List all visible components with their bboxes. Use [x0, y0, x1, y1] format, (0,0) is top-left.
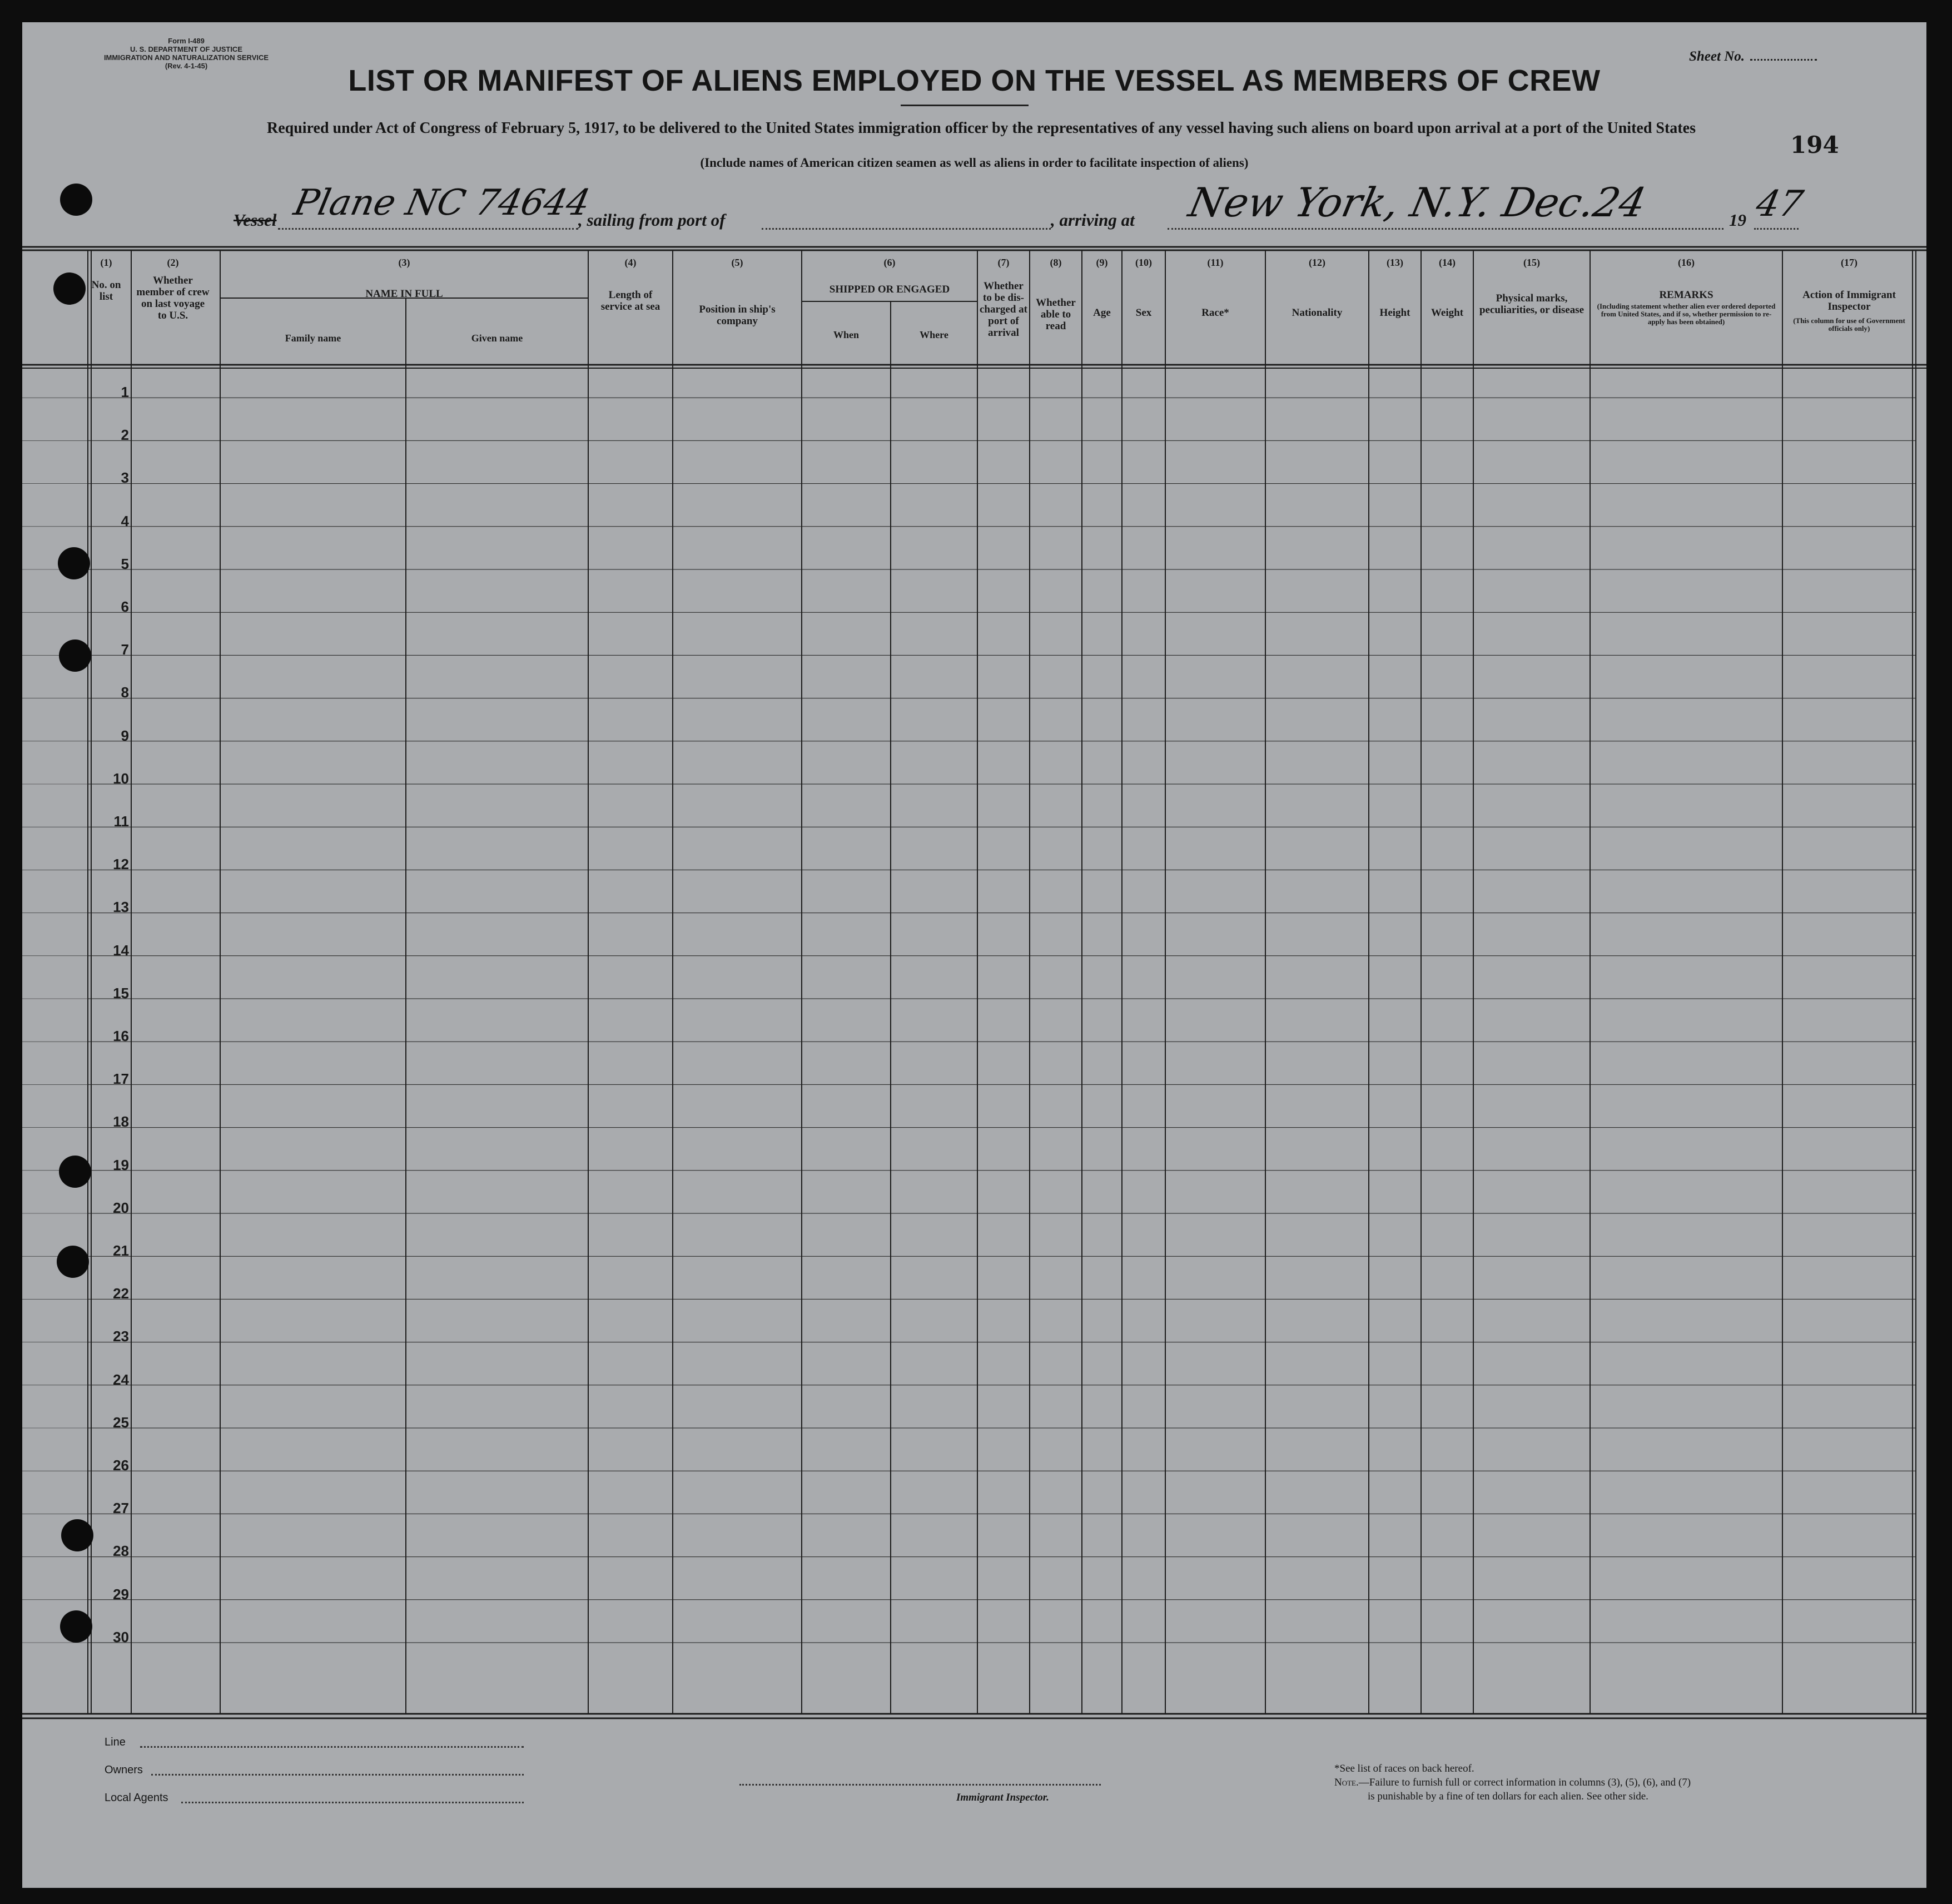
- row-number: 16: [113, 1028, 129, 1044]
- footer-line-label: Line: [105, 1736, 126, 1748]
- sheet-number-blank[interactable]: [1750, 59, 1817, 61]
- col-subheader-given-name: Given name: [471, 333, 523, 344]
- year-handwritten: 47: [1752, 184, 1807, 225]
- col-num-12: (12): [1309, 257, 1325, 268]
- col-subheader-family-name: Family name: [285, 333, 341, 344]
- col-header-sex: Sex: [1135, 307, 1152, 319]
- row-number: 18: [113, 1113, 129, 1130]
- instruction-note: (Include names of American citizen seamen as well as aliens in order to facilitate inspection of aliens): [700, 156, 1249, 170]
- col-num-13: (13): [1387, 257, 1403, 268]
- col-num-7: (7): [997, 257, 1010, 268]
- col-num-6: (6): [883, 257, 896, 268]
- col-num-8: (8): [1050, 257, 1062, 268]
- row-number: 2: [121, 427, 129, 444]
- row-number: 26: [113, 1457, 129, 1474]
- col-header-weight: Weight: [1431, 307, 1464, 319]
- col-header-crew-last-voyage: Whether member of crew on last voyage to U.S.: [136, 275, 210, 321]
- row-number: 23: [113, 1328, 129, 1345]
- punch-hole: [60, 184, 92, 216]
- col-num-14: (14): [1439, 257, 1456, 268]
- col-header-age: Age: [1093, 307, 1111, 319]
- col-header-able-to-read: Whether able to read: [1036, 297, 1076, 332]
- footer-agents-blank[interactable]: [181, 1802, 524, 1803]
- row-number: 17: [113, 1070, 129, 1088]
- row-number: 20: [113, 1199, 129, 1216]
- col-num-3: (3): [398, 257, 410, 268]
- vessel-handwritten: Plane NC 74644: [290, 182, 594, 224]
- inspector-signature-blank[interactable]: [739, 1784, 1101, 1786]
- row-number: 14: [113, 941, 129, 959]
- crew-table: [22, 228, 1926, 1725]
- sheet-number-field: [1689, 49, 1817, 65]
- footer-agents-label: Local Agents: [105, 1792, 168, 1804]
- col-header-shipped-engaged: SHIPPED OR ENGAGED: [829, 284, 950, 295]
- vessel-label: Vessel: [234, 210, 277, 230]
- row-number: 19: [113, 1156, 129, 1173]
- vessel-info-line: [211, 179, 1824, 231]
- col-header-remarks-detail: (Including statement whether alien ever ordered deported from United States, and if so, whether permission to re-apply has been obtained): [1597, 302, 1776, 326]
- col-num-10: (10): [1135, 257, 1152, 268]
- col-header-inspector-detail: (This column for use of Government officials only): [1793, 316, 1905, 333]
- col-subheader-where: Where: [920, 329, 948, 340]
- punch-hole: [53, 272, 86, 305]
- row-number: 13: [113, 899, 129, 916]
- row-number: 29: [113, 1585, 129, 1603]
- arriving-label: , arriving at: [1051, 210, 1135, 230]
- col-header-height: Height: [1379, 307, 1410, 319]
- row-number: 11: [113, 813, 129, 830]
- col-num-11: (11): [1207, 257, 1224, 268]
- row-number: 9: [121, 727, 129, 744]
- footer-line-blank[interactable]: [140, 1746, 524, 1748]
- col-header-race: Race*: [1201, 307, 1229, 319]
- punch-hole: [59, 639, 91, 672]
- form-revision: (Rev. 4-1-45): [165, 62, 208, 70]
- row-number: 6: [121, 598, 129, 615]
- punch-hole: [60, 1610, 92, 1643]
- row-number: 10: [113, 770, 129, 787]
- col-num-17: (17): [1841, 257, 1857, 268]
- row-number: 28: [113, 1543, 129, 1560]
- col-header-no-on-list: No. on list: [91, 279, 121, 303]
- form-service: IMMIGRATION AND NATURALIZATION SERVICE: [103, 53, 269, 62]
- page-title: LIST OR MANIFEST OF ALIENS EMPLOYED ON THE VESSEL AS MEMBERS OF CREW: [348, 64, 1601, 97]
- col-num-1: (1): [100, 257, 112, 268]
- row-number: 7: [121, 641, 129, 658]
- table-grid-lines: [22, 228, 1926, 1725]
- row-number: 1: [121, 384, 129, 400]
- col-num-16: (16): [1678, 257, 1695, 268]
- row-number: 24: [113, 1371, 129, 1388]
- col-num-4: (4): [624, 257, 637, 268]
- col-header-length-of-service: Length of service at sea: [600, 289, 660, 313]
- sheet-number-label: Sheet No.: [1689, 49, 1745, 64]
- penalty-note-label: Note.: [1334, 1777, 1359, 1788]
- col-header-nationality: Nationality: [1292, 307, 1343, 319]
- row-number: 3: [121, 469, 129, 487]
- row-number: 12: [113, 856, 129, 873]
- row-number: 21: [113, 1242, 129, 1259]
- row-number: 30: [113, 1628, 129, 1645]
- col-subheader-when: When: [833, 329, 859, 340]
- footer-owners-blank[interactable]: [151, 1774, 524, 1776]
- year-prefix: 19: [1729, 210, 1746, 230]
- page-subtitle: Required under Act of Congress of February 5, 1917, to be delivered to the United States immigration officer by the representatives of any vessel having such aliens on board upon arrival at a port of the United States: [267, 120, 1696, 137]
- form-department: U. S. DEPARTMENT OF JUSTICE: [130, 45, 242, 53]
- races-footnote: *See list of races on back hereof.: [1334, 1763, 1474, 1774]
- form-number: Form I-489: [168, 37, 205, 45]
- footer-owners-label: Owners: [105, 1764, 143, 1776]
- col-num-5: (5): [731, 257, 743, 268]
- punch-hole: [59, 1156, 91, 1188]
- col-num-2: (2): [167, 257, 179, 268]
- row-number: 27: [113, 1500, 129, 1517]
- manifest-sheet: [22, 22, 1926, 1888]
- penalty-note: [1334, 1776, 1691, 1789]
- col-header-name-in-full: NAME IN FULL: [365, 288, 443, 300]
- title-divider: [901, 105, 1029, 106]
- stamped-page-number: 194: [1790, 131, 1839, 158]
- col-header-inspector-action: Action of Immigrant Inspector: [1802, 289, 1896, 313]
- row-number: 5: [121, 555, 129, 572]
- row-number: 4: [121, 512, 129, 529]
- col-num-9: (9): [1096, 257, 1108, 268]
- punch-hole: [58, 547, 90, 579]
- penalty-note-text: —Failure to furnish full or correct information in columns (3), (5), (6), and (7): [1358, 1777, 1691, 1788]
- punch-hole: [57, 1246, 89, 1278]
- col-num-15: (15): [1523, 257, 1540, 268]
- row-number: 22: [113, 1285, 129, 1302]
- row-number: 8: [121, 684, 129, 701]
- row-number: 25: [113, 1414, 129, 1431]
- penalty-note-continued: is punishable by a fine of ten dollars for each alien. See other side.: [1368, 1791, 1648, 1802]
- inspector-label: Immigrant Inspector.: [956, 1792, 1049, 1803]
- arriving-handwritten: New York, N.Y. Dec.24: [1185, 179, 1650, 226]
- col-header-physical-marks: Physical marks, peculiarities, or disease: [1479, 292, 1585, 316]
- row-number: 15: [113, 984, 129, 1001]
- col-header-position: Position in ship's company: [699, 304, 776, 327]
- col-header-discharged: Whether to be dis-charged at port of arrival: [979, 280, 1027, 339]
- col-header-remarks: REMARKS: [1659, 289, 1713, 301]
- sailing-label: , sailing from port of: [578, 210, 726, 230]
- punch-hole: [61, 1519, 93, 1551]
